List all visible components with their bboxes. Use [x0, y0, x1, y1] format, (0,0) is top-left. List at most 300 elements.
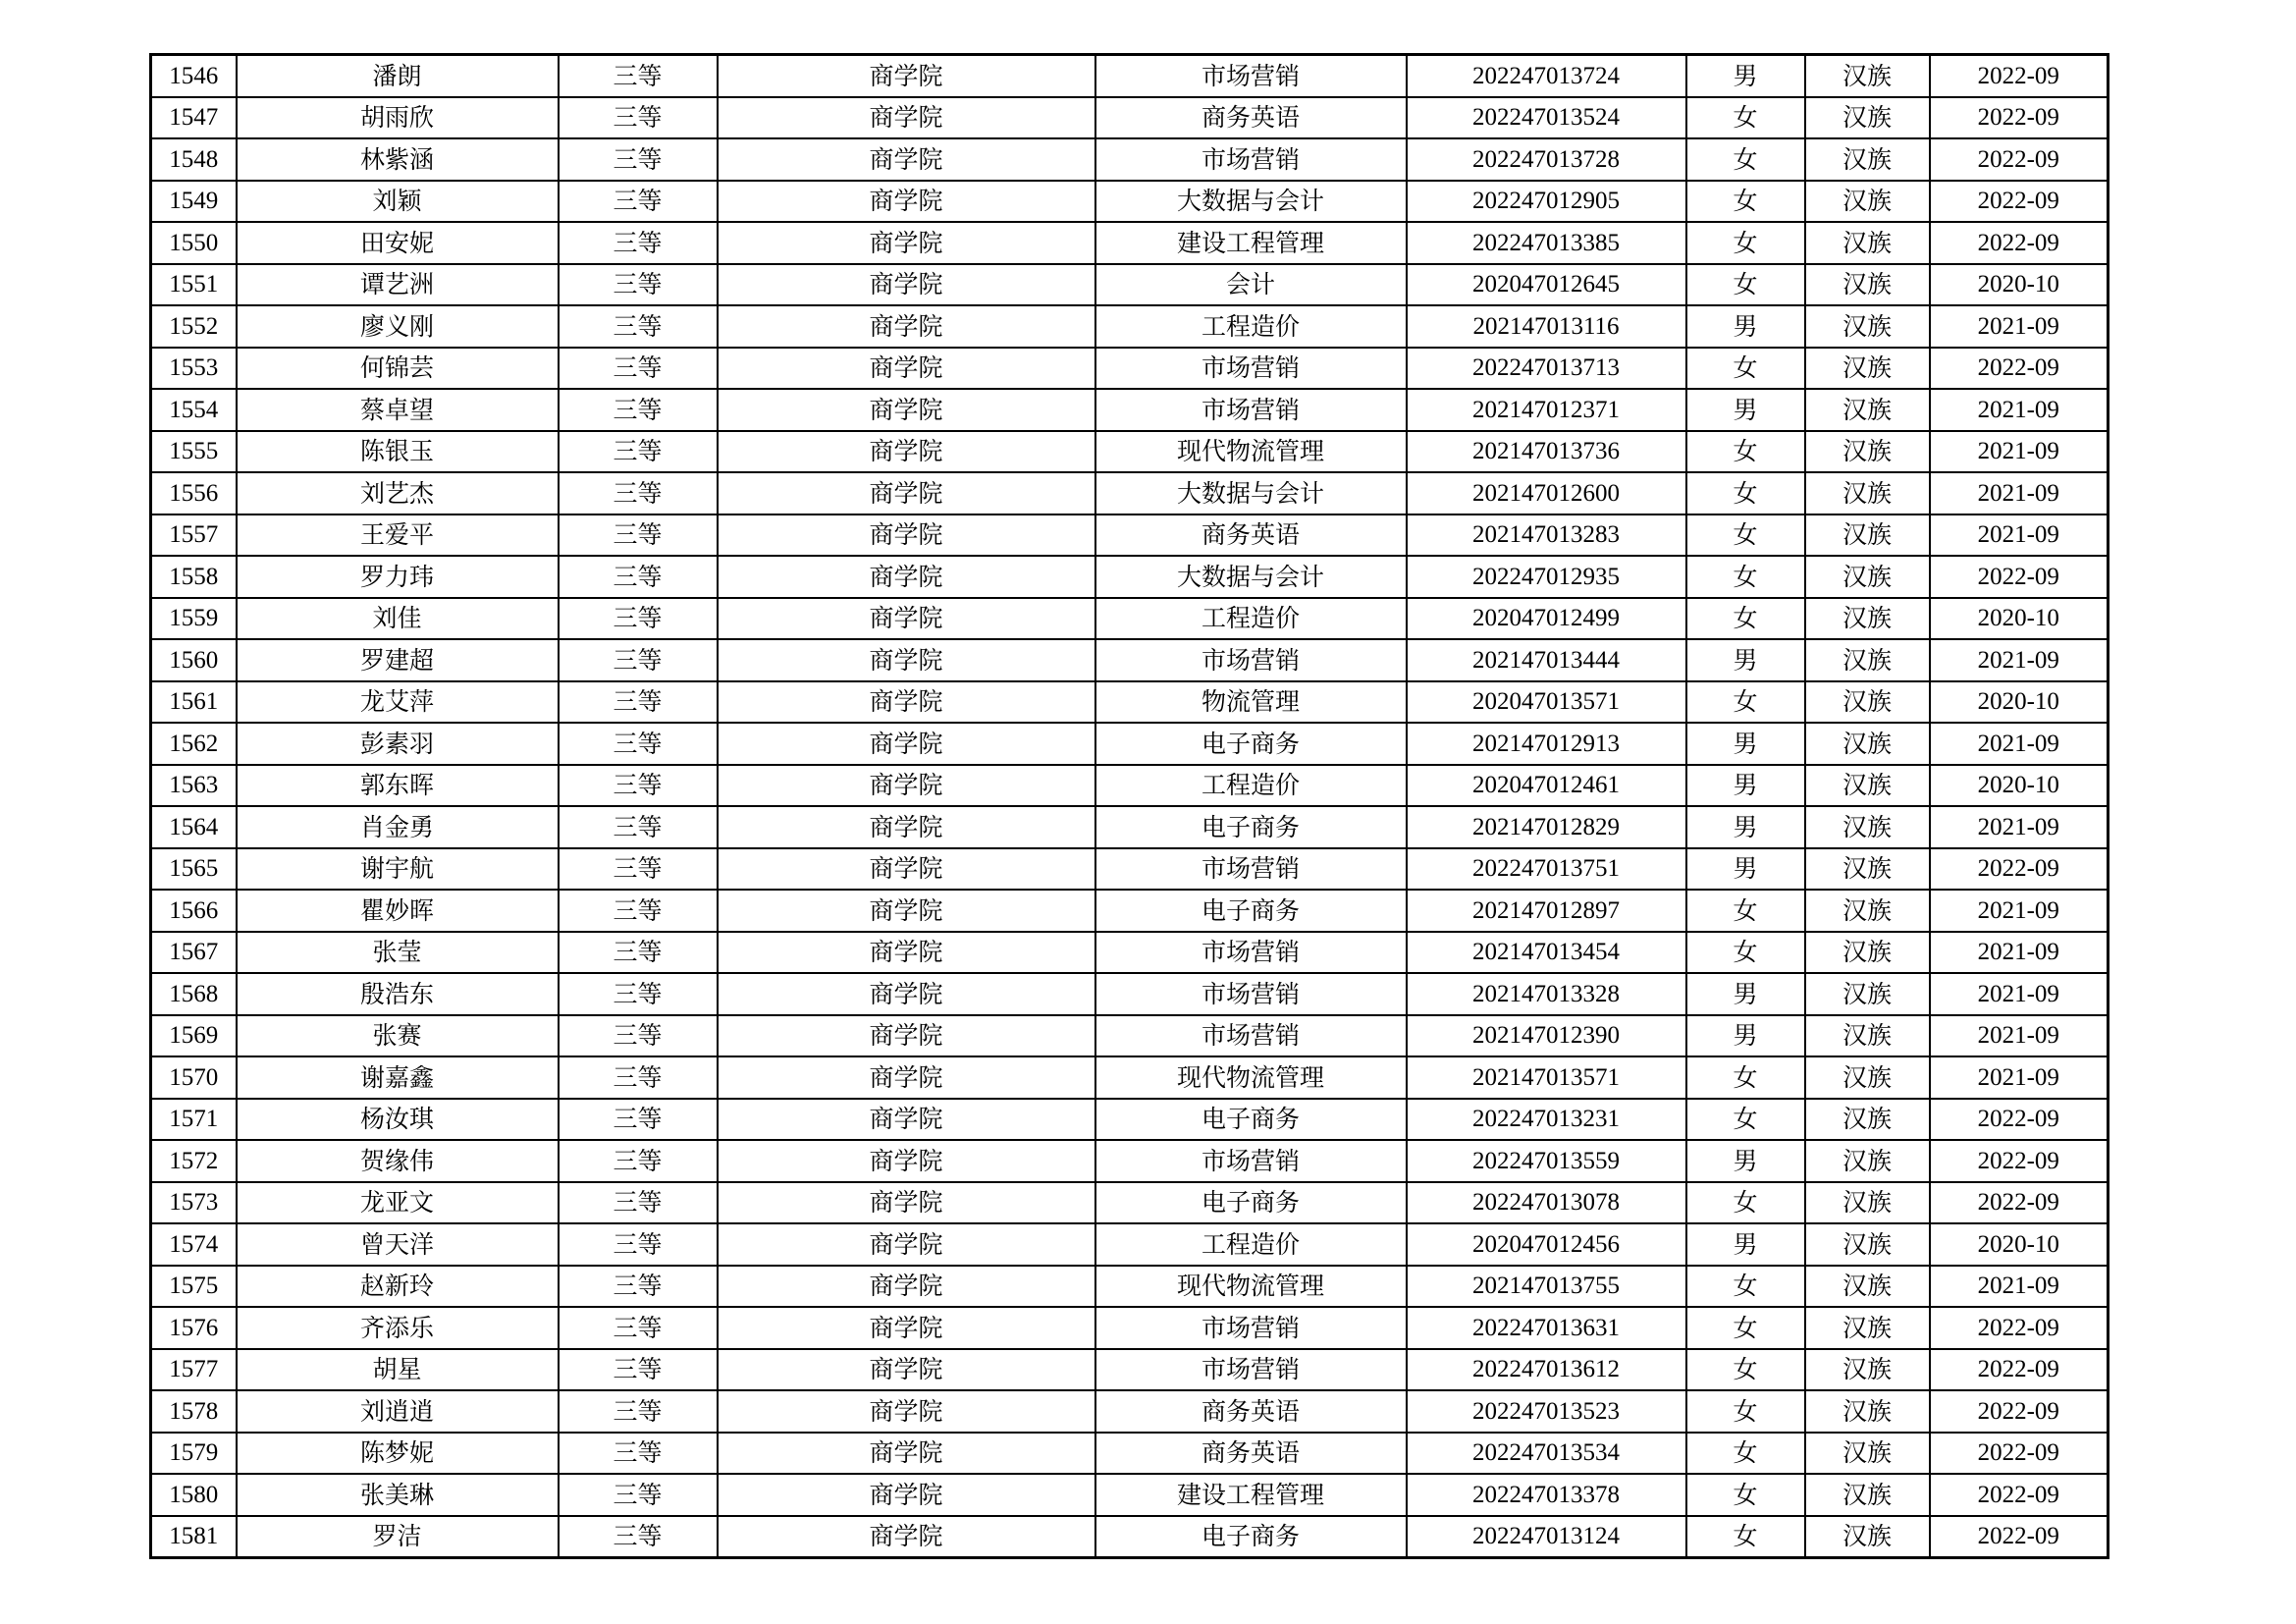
student-name-cell: 彭素羽 [237, 723, 559, 765]
student-id-cell: 202047012645 [1407, 264, 1686, 306]
award-level-cell: 三等 [559, 55, 718, 97]
row-number-cell: 1557 [151, 514, 237, 557]
ethnicity-cell: 汉族 [1805, 1474, 1930, 1516]
student-id-cell: 202147013444 [1407, 639, 1686, 681]
student-id-cell: 202247013524 [1407, 97, 1686, 139]
student-name-cell: 郭东晖 [237, 765, 559, 807]
student-name-cell: 刘佳 [237, 598, 559, 640]
college-cell: 商学院 [718, 181, 1095, 223]
major-cell: 商务英语 [1095, 97, 1407, 139]
student-id-cell: 202147012897 [1407, 890, 1686, 932]
row-number-cell: 1570 [151, 1056, 237, 1099]
award-level-cell: 三等 [559, 1433, 718, 1475]
row-number-cell: 1564 [151, 806, 237, 848]
award-level-cell: 三等 [559, 806, 718, 848]
major-cell: 市场营销 [1095, 932, 1407, 974]
ethnicity-cell: 汉族 [1805, 1266, 1930, 1308]
row-number-cell: 1571 [151, 1099, 237, 1141]
gender-cell: 女 [1686, 1266, 1805, 1308]
gender-cell: 女 [1686, 472, 1805, 514]
ethnicity-cell: 汉族 [1805, 1433, 1930, 1475]
student-id-cell: 202147013571 [1407, 1056, 1686, 1099]
table-row [151, 97, 2109, 139]
ethnicity-cell: 汉族 [1805, 639, 1930, 681]
award-level-cell: 三等 [559, 472, 718, 514]
major-cell: 工程造价 [1095, 305, 1407, 348]
ethnicity-cell: 汉族 [1805, 514, 1930, 557]
college-cell: 商学院 [718, 514, 1095, 557]
award-level-cell: 三等 [559, 222, 718, 264]
award-level-cell: 三等 [559, 1015, 718, 1057]
ethnicity-cell: 汉族 [1805, 1056, 1930, 1099]
ethnicity-cell: 汉族 [1805, 1390, 1930, 1433]
table-row [151, 1474, 2109, 1516]
award-level-cell: 三等 [559, 556, 718, 598]
gender-cell: 男 [1686, 389, 1805, 431]
award-level-cell: 三等 [559, 264, 718, 306]
ethnicity-cell: 汉族 [1805, 181, 1930, 223]
major-cell: 建设工程管理 [1095, 222, 1407, 264]
gender-cell: 女 [1686, 1390, 1805, 1433]
student-id-cell: 202247013523 [1407, 1390, 1686, 1433]
student-id-cell: 202147013283 [1407, 514, 1686, 557]
ethnicity-cell: 汉族 [1805, 138, 1930, 181]
enrollment-date-cell: 2021-09 [1930, 890, 2109, 932]
major-cell: 大数据与会计 [1095, 181, 1407, 223]
student-name-cell: 罗建超 [237, 639, 559, 681]
student-id-cell: 202147013736 [1407, 431, 1686, 473]
award-level-cell: 三等 [559, 138, 718, 181]
enrollment-date-cell: 2022-09 [1930, 1474, 2109, 1516]
enrollment-date-cell: 2021-09 [1930, 305, 2109, 348]
student-name-cell: 王爱平 [237, 514, 559, 557]
student-id-cell: 202247012935 [1407, 556, 1686, 598]
award-level-cell: 三等 [559, 1349, 718, 1391]
table-row [151, 1433, 2109, 1475]
enrollment-date-cell: 2020-10 [1930, 264, 2109, 306]
student-id-cell: 202247013231 [1407, 1099, 1686, 1141]
student-id-cell: 202247012905 [1407, 181, 1686, 223]
ethnicity-cell: 汉族 [1805, 472, 1930, 514]
gender-cell: 女 [1686, 138, 1805, 181]
award-level-cell: 三等 [559, 765, 718, 807]
table-row [151, 932, 2109, 974]
student-name-cell: 罗力玮 [237, 556, 559, 598]
award-level-cell: 三等 [559, 514, 718, 557]
student-id-cell: 202047012456 [1407, 1223, 1686, 1266]
award-level-cell: 三等 [559, 97, 718, 139]
major-cell: 市场营销 [1095, 1140, 1407, 1182]
enrollment-date-cell: 2022-09 [1930, 222, 2109, 264]
college-cell: 商学院 [718, 1349, 1095, 1391]
ethnicity-cell: 汉族 [1805, 556, 1930, 598]
ethnicity-cell: 汉族 [1805, 55, 1930, 97]
row-number-cell: 1553 [151, 348, 237, 390]
major-cell: 市场营销 [1095, 1307, 1407, 1349]
major-cell: 电子商务 [1095, 723, 1407, 765]
student-name-cell: 杨汝琪 [237, 1099, 559, 1141]
award-level-cell: 三等 [559, 1099, 718, 1141]
major-cell: 市场营销 [1095, 138, 1407, 181]
major-cell: 工程造价 [1095, 1223, 1407, 1266]
ethnicity-cell: 汉族 [1805, 431, 1930, 473]
gender-cell: 女 [1686, 1349, 1805, 1391]
row-number-cell: 1580 [151, 1474, 237, 1516]
enrollment-date-cell: 2022-09 [1930, 138, 2109, 181]
college-cell: 商学院 [718, 1516, 1095, 1558]
major-cell: 工程造价 [1095, 765, 1407, 807]
major-cell: 物流管理 [1095, 681, 1407, 724]
ethnicity-cell: 汉族 [1805, 765, 1930, 807]
award-level-cell: 三等 [559, 1223, 718, 1266]
award-level-cell: 三等 [559, 348, 718, 390]
gender-cell: 女 [1686, 1182, 1805, 1224]
row-number-cell: 1569 [151, 1015, 237, 1057]
award-level-cell: 三等 [559, 1182, 718, 1224]
ethnicity-cell: 汉族 [1805, 264, 1930, 306]
college-cell: 商学院 [718, 1474, 1095, 1516]
student-id-cell: 202047012461 [1407, 765, 1686, 807]
student-id-cell: 202147013755 [1407, 1266, 1686, 1308]
ethnicity-cell: 汉族 [1805, 806, 1930, 848]
row-number-cell: 1560 [151, 639, 237, 681]
gender-cell: 女 [1686, 181, 1805, 223]
major-cell: 大数据与会计 [1095, 556, 1407, 598]
major-cell: 电子商务 [1095, 806, 1407, 848]
row-number-cell: 1563 [151, 765, 237, 807]
gender-cell: 男 [1686, 806, 1805, 848]
student-id-cell: 202247013078 [1407, 1182, 1686, 1224]
college-cell: 商学院 [718, 264, 1095, 306]
enrollment-date-cell: 2020-10 [1930, 681, 2109, 724]
table-row [151, 1266, 2109, 1308]
student-name-cell: 张莹 [237, 932, 559, 974]
student-name-cell: 谢宇航 [237, 848, 559, 891]
table-row [151, 138, 2109, 181]
table-row [151, 348, 2109, 390]
enrollment-date-cell: 2022-09 [1930, 848, 2109, 891]
student-name-cell: 赵新玲 [237, 1266, 559, 1308]
enrollment-date-cell: 2021-09 [1930, 389, 2109, 431]
student-name-cell: 殷浩东 [237, 973, 559, 1015]
row-number-cell: 1549 [151, 181, 237, 223]
gender-cell: 男 [1686, 55, 1805, 97]
student-name-cell: 何锦芸 [237, 348, 559, 390]
row-number-cell: 1568 [151, 973, 237, 1015]
college-cell: 商学院 [718, 305, 1095, 348]
student-name-cell: 刘逍逍 [237, 1390, 559, 1433]
award-level-cell: 三等 [559, 973, 718, 1015]
table-row [151, 472, 2109, 514]
college-cell: 商学院 [718, 1182, 1095, 1224]
row-number-cell: 1575 [151, 1266, 237, 1308]
gender-cell: 女 [1686, 514, 1805, 557]
student-name-cell: 陈银玉 [237, 431, 559, 473]
ethnicity-cell: 汉族 [1805, 305, 1930, 348]
row-number-cell: 1558 [151, 556, 237, 598]
college-cell: 商学院 [718, 1433, 1095, 1475]
gender-cell: 女 [1686, 598, 1805, 640]
gender-cell: 女 [1686, 348, 1805, 390]
award-level-cell: 三等 [559, 723, 718, 765]
major-cell: 市场营销 [1095, 639, 1407, 681]
enrollment-date-cell: 2022-09 [1930, 55, 2109, 97]
college-cell: 商学院 [718, 848, 1095, 891]
gender-cell: 女 [1686, 264, 1805, 306]
enrollment-date-cell: 2021-09 [1930, 1015, 2109, 1057]
major-cell: 会计 [1095, 264, 1407, 306]
student-name-cell: 谭艺洲 [237, 264, 559, 306]
table-row [151, 1390, 2109, 1433]
table-row [151, 848, 2109, 891]
student-name-cell: 田安妮 [237, 222, 559, 264]
table-row [151, 514, 2109, 557]
row-number-cell: 1561 [151, 681, 237, 724]
student-name-cell: 龙亚文 [237, 1182, 559, 1224]
table-row [151, 1349, 2109, 1391]
table-row [151, 431, 2109, 473]
award-level-cell: 三等 [559, 305, 718, 348]
gender-cell: 女 [1686, 1099, 1805, 1141]
student-name-cell: 瞿妙晖 [237, 890, 559, 932]
award-level-cell: 三等 [559, 1516, 718, 1558]
college-cell: 商学院 [718, 890, 1095, 932]
gender-cell: 男 [1686, 765, 1805, 807]
gender-cell: 男 [1686, 1140, 1805, 1182]
ethnicity-cell: 汉族 [1805, 932, 1930, 974]
enrollment-date-cell: 2022-09 [1930, 1307, 2109, 1349]
student-id-cell: 202247013124 [1407, 1516, 1686, 1558]
ethnicity-cell: 汉族 [1805, 1182, 1930, 1224]
enrollment-date-cell: 2021-09 [1930, 472, 2109, 514]
college-cell: 商学院 [718, 1099, 1095, 1141]
student-name-cell: 罗洁 [237, 1516, 559, 1558]
gender-cell: 女 [1686, 431, 1805, 473]
enrollment-date-cell: 2022-09 [1930, 1140, 2109, 1182]
student-id-cell: 202147012390 [1407, 1015, 1686, 1057]
enrollment-date-cell: 2021-09 [1930, 806, 2109, 848]
row-number-cell: 1567 [151, 932, 237, 974]
ethnicity-cell: 汉族 [1805, 681, 1930, 724]
student-name-cell: 齐添乐 [237, 1307, 559, 1349]
enrollment-date-cell: 2022-09 [1930, 1516, 2109, 1558]
table-row [151, 222, 2109, 264]
table-row [151, 1182, 2109, 1224]
table-row [151, 1223, 2109, 1266]
major-cell: 电子商务 [1095, 1182, 1407, 1224]
student-name-cell: 刘艺杰 [237, 472, 559, 514]
ethnicity-cell: 汉族 [1805, 1307, 1930, 1349]
table-row [151, 806, 2109, 848]
college-cell: 商学院 [718, 1015, 1095, 1057]
major-cell: 现代物流管理 [1095, 1266, 1407, 1308]
row-number-cell: 1562 [151, 723, 237, 765]
gender-cell: 女 [1686, 932, 1805, 974]
student-id-cell: 202247013728 [1407, 138, 1686, 181]
major-cell: 电子商务 [1095, 890, 1407, 932]
enrollment-date-cell: 2021-09 [1930, 514, 2109, 557]
college-cell: 商学院 [718, 556, 1095, 598]
major-cell: 工程造价 [1095, 598, 1407, 640]
college-cell: 商学院 [718, 1223, 1095, 1266]
college-cell: 商学院 [718, 389, 1095, 431]
row-number-cell: 1573 [151, 1182, 237, 1224]
row-number-cell: 1551 [151, 264, 237, 306]
student-name-cell: 胡星 [237, 1349, 559, 1391]
major-cell: 现代物流管理 [1095, 1056, 1407, 1099]
award-level-cell: 三等 [559, 1307, 718, 1349]
award-level-cell: 三等 [559, 848, 718, 891]
award-level-cell: 三等 [559, 890, 718, 932]
award-level-cell: 三等 [559, 181, 718, 223]
major-cell: 大数据与会计 [1095, 472, 1407, 514]
student-id-cell: 202147012913 [1407, 723, 1686, 765]
table-row [151, 723, 2109, 765]
student-id-cell: 202247013751 [1407, 848, 1686, 891]
enrollment-date-cell: 2022-09 [1930, 1182, 2109, 1224]
table-row [151, 1099, 2109, 1141]
row-number-cell: 1566 [151, 890, 237, 932]
college-cell: 商学院 [718, 348, 1095, 390]
row-number-cell: 1556 [151, 472, 237, 514]
major-cell: 建设工程管理 [1095, 1474, 1407, 1516]
row-number-cell: 1554 [151, 389, 237, 431]
enrollment-date-cell: 2021-09 [1930, 932, 2109, 974]
award-level-cell: 三等 [559, 639, 718, 681]
college-cell: 商学院 [718, 55, 1095, 97]
major-cell: 市场营销 [1095, 348, 1407, 390]
award-level-cell: 三等 [559, 1474, 718, 1516]
enrollment-date-cell: 2021-09 [1930, 639, 2109, 681]
row-number-cell: 1548 [151, 138, 237, 181]
student-id-cell: 202147012829 [1407, 806, 1686, 848]
student-name-cell: 刘颖 [237, 181, 559, 223]
table-row [151, 1015, 2109, 1057]
enrollment-date-cell: 2021-09 [1930, 1056, 2109, 1099]
award-level-cell: 三等 [559, 1140, 718, 1182]
student-id-cell: 202147013454 [1407, 932, 1686, 974]
table-row [151, 1516, 2109, 1558]
student-id-cell: 202147012371 [1407, 389, 1686, 431]
ethnicity-cell: 汉族 [1805, 1015, 1930, 1057]
student-name-cell: 曾天洋 [237, 1223, 559, 1266]
student-name-cell: 谢嘉鑫 [237, 1056, 559, 1099]
row-number-cell: 1552 [151, 305, 237, 348]
college-cell: 商学院 [718, 138, 1095, 181]
award-level-cell: 三等 [559, 389, 718, 431]
student-name-cell: 张美琳 [237, 1474, 559, 1516]
ethnicity-cell: 汉族 [1805, 1140, 1930, 1182]
table-row [151, 389, 2109, 431]
table-row [151, 181, 2109, 223]
student-name-cell: 廖义刚 [237, 305, 559, 348]
student-id-cell: 202247013612 [1407, 1349, 1686, 1391]
enrollment-date-cell: 2020-10 [1930, 765, 2109, 807]
student-id-cell: 202247013724 [1407, 55, 1686, 97]
table-row [151, 681, 2109, 724]
enrollment-date-cell: 2022-09 [1930, 1349, 2109, 1391]
row-number-cell: 1581 [151, 1516, 237, 1558]
enrollment-date-cell: 2022-09 [1930, 348, 2109, 390]
table-row [151, 1307, 2109, 1349]
student-id-cell: 202247013378 [1407, 1474, 1686, 1516]
enrollment-date-cell: 2022-09 [1930, 1390, 2109, 1433]
ethnicity-cell: 汉族 [1805, 890, 1930, 932]
enrollment-date-cell: 2022-09 [1930, 1099, 2109, 1141]
major-cell: 商务英语 [1095, 1390, 1407, 1433]
table-row [151, 765, 2109, 807]
gender-cell: 女 [1686, 1474, 1805, 1516]
ethnicity-cell: 汉族 [1805, 723, 1930, 765]
college-cell: 商学院 [718, 222, 1095, 264]
row-number-cell: 1550 [151, 222, 237, 264]
college-cell: 商学院 [718, 97, 1095, 139]
award-level-cell: 三等 [559, 1390, 718, 1433]
student-id-cell: 202047013571 [1407, 681, 1686, 724]
student-id-cell: 202147012600 [1407, 472, 1686, 514]
row-number-cell: 1559 [151, 598, 237, 640]
enrollment-date-cell: 2022-09 [1930, 1433, 2109, 1475]
ethnicity-cell: 汉族 [1805, 97, 1930, 139]
gender-cell: 男 [1686, 848, 1805, 891]
college-cell: 商学院 [718, 639, 1095, 681]
table-row [151, 973, 2109, 1015]
gender-cell: 女 [1686, 97, 1805, 139]
student-name-cell: 胡雨欣 [237, 97, 559, 139]
student-name-cell: 潘朗 [237, 55, 559, 97]
table-row [151, 890, 2109, 932]
gender-cell: 男 [1686, 1223, 1805, 1266]
ethnicity-cell: 汉族 [1805, 1349, 1930, 1391]
row-number-cell: 1574 [151, 1223, 237, 1266]
ethnicity-cell: 汉族 [1805, 848, 1930, 891]
college-cell: 商学院 [718, 723, 1095, 765]
table-row [151, 264, 2109, 306]
major-cell: 市场营销 [1095, 1349, 1407, 1391]
row-number-cell: 1579 [151, 1433, 237, 1475]
gender-cell: 女 [1686, 1056, 1805, 1099]
row-number-cell: 1577 [151, 1349, 237, 1391]
table-row [151, 598, 2109, 640]
award-level-cell: 三等 [559, 932, 718, 974]
enrollment-date-cell: 2022-09 [1930, 556, 2109, 598]
award-level-cell: 三等 [559, 1056, 718, 1099]
gender-cell: 男 [1686, 973, 1805, 1015]
major-cell: 商务英语 [1095, 514, 1407, 557]
major-cell: 现代物流管理 [1095, 431, 1407, 473]
row-number-cell: 1555 [151, 431, 237, 473]
student-id-cell: 202247013559 [1407, 1140, 1686, 1182]
gender-cell: 女 [1686, 1433, 1805, 1475]
ethnicity-cell: 汉族 [1805, 973, 1930, 1015]
college-cell: 商学院 [718, 1140, 1095, 1182]
enrollment-date-cell: 2020-10 [1930, 1223, 2109, 1266]
table-row [151, 1056, 2109, 1099]
enrollment-date-cell: 2020-10 [1930, 598, 2109, 640]
college-cell: 商学院 [718, 973, 1095, 1015]
college-cell: 商学院 [718, 765, 1095, 807]
student-name-cell: 龙艾萍 [237, 681, 559, 724]
college-cell: 商学院 [718, 598, 1095, 640]
student-name-cell: 贺缘伟 [237, 1140, 559, 1182]
student-name-cell: 林紫涵 [237, 138, 559, 181]
row-number-cell: 1576 [151, 1307, 237, 1349]
college-cell: 商学院 [718, 806, 1095, 848]
table-row [151, 305, 2109, 348]
major-cell: 商务英语 [1095, 1433, 1407, 1475]
major-cell: 市场营销 [1095, 973, 1407, 1015]
row-number-cell: 1572 [151, 1140, 237, 1182]
